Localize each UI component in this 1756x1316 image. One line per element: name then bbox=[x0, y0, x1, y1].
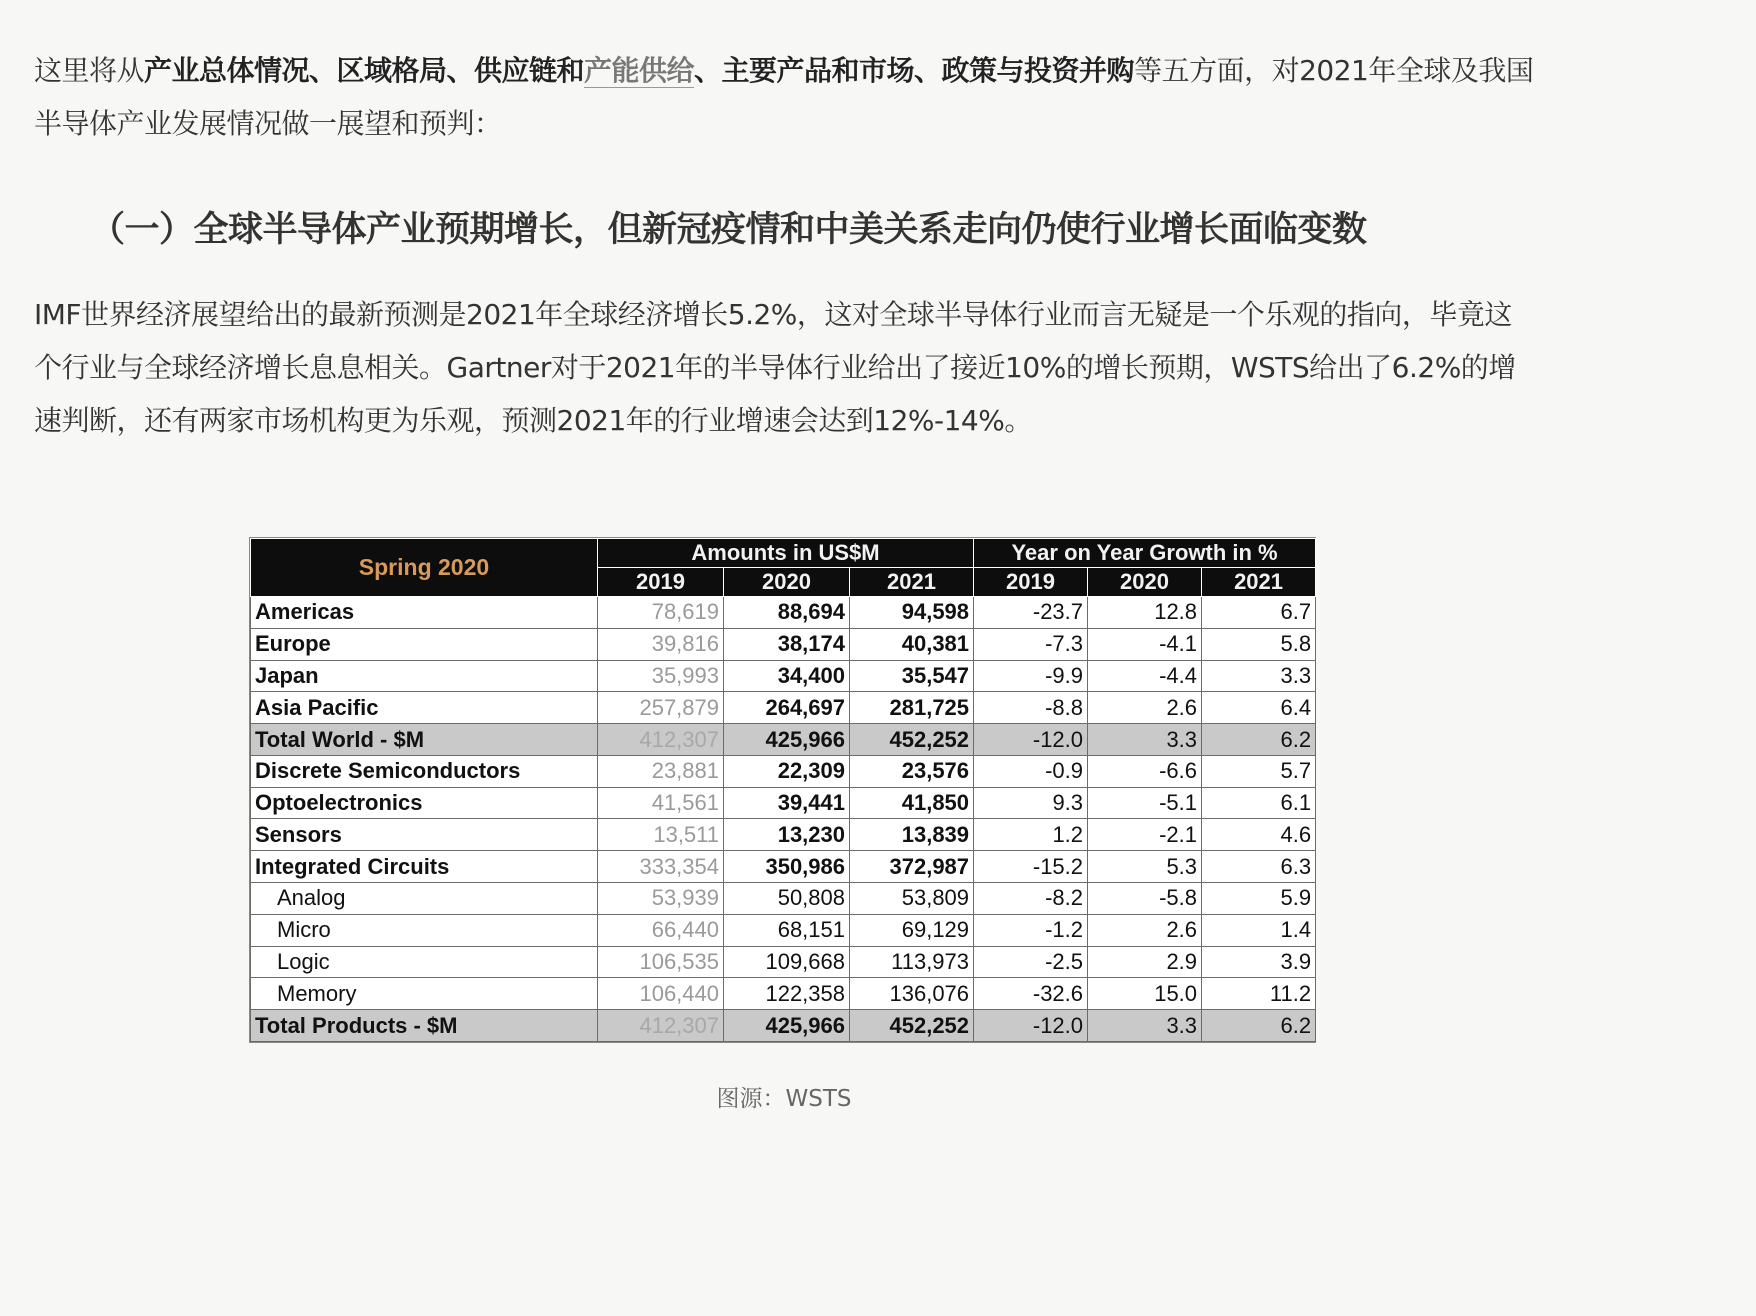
table-cell: 106,535 bbox=[598, 946, 724, 978]
table-cell: 5.3 bbox=[1088, 851, 1202, 883]
year-header: 2021 bbox=[850, 568, 974, 597]
table-cell: 22,309 bbox=[724, 755, 850, 787]
row-label: Optoelectronics bbox=[251, 787, 598, 819]
table-row bbox=[251, 787, 1316, 819]
body-paragraph: IMF世界经济展望给出的最新预测是2021年全球经济增长5.2%，这对全球半导体行业而言无疑是一个乐观的指向，毕竟这个行业与全球经济增长息息相关。Gartner对于2021年的半导体行业给出了接近10%的增长预期，WSTS给出了6.2%的增速判断，还有两家市场机构更为乐观，预测2021年的行业增速会达到12%-14%。 bbox=[34, 298, 1516, 437]
table-row bbox=[251, 978, 1316, 1010]
year-header: 2019 bbox=[598, 568, 724, 597]
row-label: Japan bbox=[251, 660, 598, 692]
table-cell: -5.8 bbox=[1088, 883, 1202, 915]
table-cell: 333,354 bbox=[598, 851, 724, 883]
table-cell: 15.0 bbox=[1088, 978, 1202, 1010]
table-cell: 1.4 bbox=[1202, 914, 1316, 946]
table-row bbox=[251, 724, 1316, 756]
table-row bbox=[251, 946, 1316, 978]
table-cell: 23,881 bbox=[598, 755, 724, 787]
row-label: Sensors bbox=[251, 819, 598, 851]
table-cell: 122,358 bbox=[724, 978, 850, 1010]
table-cell: 106,440 bbox=[598, 978, 724, 1010]
intro-text-2: 等五方面，对2021年全球及我国半导体产业发展情况做一展望和预判： bbox=[34, 54, 1534, 140]
table-cell: 13,839 bbox=[850, 819, 974, 851]
table-cell: -4.4 bbox=[1088, 660, 1202, 692]
row-label: Logic bbox=[251, 946, 598, 978]
table-cell: 109,668 bbox=[724, 946, 850, 978]
table-cell: 412,307 bbox=[598, 1010, 724, 1042]
table-cell: 136,076 bbox=[850, 978, 974, 1010]
wsts-table-image bbox=[249, 537, 1316, 1043]
table-cell: 6.4 bbox=[1202, 692, 1316, 724]
year-header: 2021 bbox=[1202, 568, 1316, 597]
table-cell: -6.6 bbox=[1088, 755, 1202, 787]
table-row bbox=[251, 755, 1316, 787]
capacity-link[interactable]: 产能供给 bbox=[584, 54, 695, 87]
table-cell: 350,986 bbox=[724, 851, 850, 883]
table-cell: -8.8 bbox=[974, 692, 1088, 724]
row-label: Micro bbox=[251, 914, 598, 946]
table-row bbox=[251, 883, 1316, 915]
table-cell: 41,850 bbox=[850, 787, 974, 819]
table-row bbox=[251, 597, 1316, 629]
table-cell: 50,808 bbox=[724, 883, 850, 915]
table-body bbox=[251, 597, 1316, 1042]
table-cell: 4.6 bbox=[1202, 819, 1316, 851]
table-cell: 412,307 bbox=[598, 724, 724, 756]
table-cell: 425,966 bbox=[724, 724, 850, 756]
table-row bbox=[251, 914, 1316, 946]
table-cell: 38,174 bbox=[724, 628, 850, 660]
table-cell: 66,440 bbox=[598, 914, 724, 946]
intro-bold-1: 产业总体情况、区域格局、供应链和 bbox=[144, 54, 585, 87]
intro-bold-2: 、主要产品和市场、政策与投资并购 bbox=[694, 54, 1135, 87]
row-label: Total Products - $M bbox=[251, 1010, 598, 1042]
table-cell: 94,598 bbox=[850, 597, 974, 629]
row-label: Analog bbox=[251, 883, 598, 915]
table-cell: 40,381 bbox=[850, 628, 974, 660]
table-cell: 372,987 bbox=[850, 851, 974, 883]
table-cell: -2.1 bbox=[1088, 819, 1202, 851]
table-cell: 113,973 bbox=[850, 946, 974, 978]
intro-text-1: 这里将从 bbox=[34, 54, 145, 87]
table-cell: 452,252 bbox=[850, 724, 974, 756]
row-label: Discrete Semiconductors bbox=[251, 755, 598, 787]
table-cell: 41,561 bbox=[598, 787, 724, 819]
table-cell: 2.6 bbox=[1088, 914, 1202, 946]
corner-label: Spring 2020 bbox=[251, 539, 598, 597]
table-cell: 2.9 bbox=[1088, 946, 1202, 978]
table-cell: -9.9 bbox=[974, 660, 1088, 692]
table-cell: 13,511 bbox=[598, 819, 724, 851]
section-heading: （一）全球半导体产业预期增长，但新冠疫情和中美关系走向仍使行业增长面临变数 bbox=[90, 210, 1367, 250]
table-cell: 6.1 bbox=[1202, 787, 1316, 819]
table-cell: 34,400 bbox=[724, 660, 850, 692]
table-cell: 78,619 bbox=[598, 597, 724, 629]
table-cell: -12.0 bbox=[974, 1010, 1088, 1042]
table-row bbox=[251, 851, 1316, 883]
table-cell: 68,151 bbox=[724, 914, 850, 946]
row-label: Europe bbox=[251, 628, 598, 660]
table-cell: 5.8 bbox=[1202, 628, 1316, 660]
table-row bbox=[251, 1010, 1316, 1042]
intro-paragraph bbox=[34, 44, 1534, 150]
table-cell: 13,230 bbox=[724, 819, 850, 851]
table-cell: 69,129 bbox=[850, 914, 974, 946]
table-cell: 6.2 bbox=[1202, 1010, 1316, 1042]
table-cell: 452,252 bbox=[850, 1010, 974, 1042]
table-cell: 3.3 bbox=[1088, 1010, 1202, 1042]
table-cell: 5.9 bbox=[1202, 883, 1316, 915]
table-cell: 425,966 bbox=[724, 1010, 850, 1042]
table-cell: 39,816 bbox=[598, 628, 724, 660]
table-cell: 3.9 bbox=[1202, 946, 1316, 978]
table-cell: 6.3 bbox=[1202, 851, 1316, 883]
table-cell: 3.3 bbox=[1202, 660, 1316, 692]
table-cell: 6.2 bbox=[1202, 724, 1316, 756]
table-row bbox=[251, 692, 1316, 724]
table-cell: 23,576 bbox=[850, 755, 974, 787]
table-cell: -15.2 bbox=[974, 851, 1088, 883]
row-label: Asia Pacific bbox=[251, 692, 598, 724]
table-cell: 53,939 bbox=[598, 883, 724, 915]
table-cell: -5.1 bbox=[1088, 787, 1202, 819]
table-cell: -8.2 bbox=[974, 883, 1088, 915]
table-row bbox=[251, 628, 1316, 660]
amounts-group-header: Amounts in US$M bbox=[598, 539, 974, 568]
table-cell: 281,725 bbox=[850, 692, 974, 724]
table-cell: -1.2 bbox=[974, 914, 1088, 946]
table-cell: 88,694 bbox=[724, 597, 850, 629]
table-cell: 53,809 bbox=[850, 883, 974, 915]
row-label: Total World - $M bbox=[251, 724, 598, 756]
row-label: Integrated Circuits bbox=[251, 851, 598, 883]
table-cell: 5.7 bbox=[1202, 755, 1316, 787]
table-cell: 35,993 bbox=[598, 660, 724, 692]
table-row bbox=[251, 660, 1316, 692]
table-cell: 11.2 bbox=[1202, 978, 1316, 1010]
table-cell: -2.5 bbox=[974, 946, 1088, 978]
table-cell: 12.8 bbox=[1088, 597, 1202, 629]
table-cell: 1.2 bbox=[974, 819, 1088, 851]
table-cell: -12.0 bbox=[974, 724, 1088, 756]
table-cell: 9.3 bbox=[974, 787, 1088, 819]
table-cell: 39,441 bbox=[724, 787, 850, 819]
year-header: 2020 bbox=[724, 568, 850, 597]
row-label: Memory bbox=[251, 978, 598, 1010]
table-cell: -23.7 bbox=[974, 597, 1088, 629]
table-cell: -0.9 bbox=[974, 755, 1088, 787]
table-row bbox=[251, 819, 1316, 851]
table-cell: -32.6 bbox=[974, 978, 1088, 1010]
table-cell: -4.1 bbox=[1088, 628, 1202, 660]
table-cell: -7.3 bbox=[974, 628, 1088, 660]
wsts-forecast-table bbox=[250, 538, 1316, 1042]
year-header: 2019 bbox=[974, 568, 1088, 597]
table-cell: 35,547 bbox=[850, 660, 974, 692]
table-cell: 264,697 bbox=[724, 692, 850, 724]
table-cell: 3.3 bbox=[1088, 724, 1202, 756]
table-cell: 257,879 bbox=[598, 692, 724, 724]
table-cell: 6.7 bbox=[1202, 597, 1316, 629]
growth-group-header: Year on Year Growth in % bbox=[974, 539, 1316, 568]
year-header: 2020 bbox=[1088, 568, 1202, 597]
row-label: Americas bbox=[251, 597, 598, 629]
table-cell: 2.6 bbox=[1088, 692, 1202, 724]
image-caption: 图源：WSTS bbox=[716, 1086, 852, 1112]
